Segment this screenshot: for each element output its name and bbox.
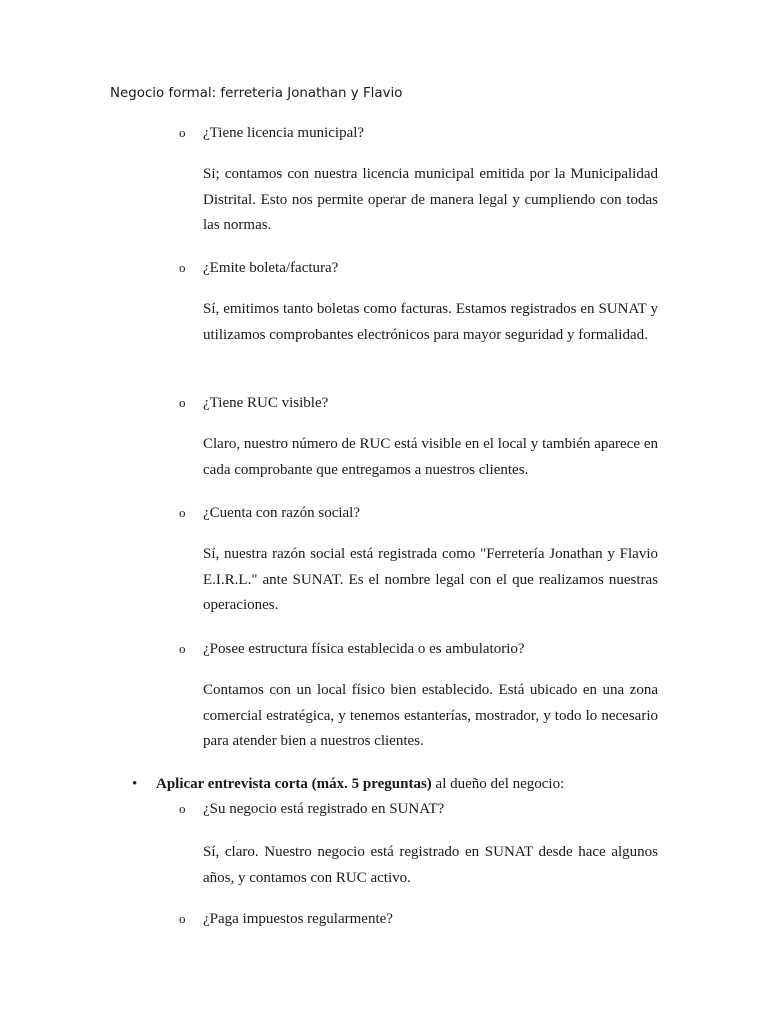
sub-bullet-marker: o [179, 641, 186, 656]
answer-text: Contamos con un local físico bien establecido. Está ubicado en una zona comercial estratégica, y tenemos estanterías, mostrador, y todo lo necesario para atender bien a nuestros clientes. [203, 682, 658, 749]
sub-bullet-marker: o [179, 801, 186, 816]
question-item [179, 123, 365, 143]
question-text: ¿Tiene licencia municipal? [203, 125, 365, 141]
question-text: ¿Tiene RUC visible? [203, 395, 329, 411]
sub-bullet-marker: o [179, 260, 186, 275]
question-text: ¿Paga impuestos regularmente? [203, 911, 393, 927]
question-text: ¿Posee estructura física establecida o es ambulatorio? [203, 641, 525, 657]
answer-text: Sí, emitimos tanto boletas como facturas. Estamos registrados en SUNAT y utilizamos comprobantes electrónicos para mayor seguridad y formalidad. [203, 301, 658, 343]
bullet-marker: • [132, 776, 138, 792]
answer-text: Claro, nuestro número de RUC está visible en el local y también aparece en cada comprobante que entregamos a nuestros clientes. [203, 436, 658, 478]
sub-bullet-marker: o [179, 125, 186, 140]
question-text: ¿Cuenta con razón social? [203, 505, 361, 521]
question-item [179, 503, 361, 523]
sub-bullet-marker: o [179, 505, 186, 520]
question-text: ¿Emite boleta/factura? [203, 260, 339, 276]
answer-text: Si; contamos con nuestra licencia municipal emitida por la Municipalidad Distrital. Esto nos permite operar de manera legal y cumpliendo con todas las normas. [203, 166, 658, 233]
interview-bullet [132, 774, 565, 794]
interview-heading-bold: Aplicar entrevista corta (máx. 5 preguntas) [156, 776, 432, 792]
document-title: Negocio formal: ferreteria Jonathan y Flavio [110, 86, 403, 101]
question-item [179, 909, 393, 929]
question-text: ¿Su negocio está registrado en SUNAT? [203, 801, 445, 817]
sub-bullet-marker: o [179, 911, 186, 926]
sub-bullet-marker: o [179, 395, 186, 410]
question-item [179, 799, 445, 819]
answer-text: Sí, nuestra razón social está registrada como "Ferretería Jonathan y Flavio E.I.R.L." ante SUNAT. Es el nombre legal con el que realizamos nuestras operaciones. [203, 546, 658, 613]
answer-text: Sí, claro. Nuestro negocio está registrado en SUNAT desde hace algunos años, y contamos con RUC activo. [203, 844, 658, 886]
interview-heading-rest: al dueño del negocio: [431, 776, 565, 792]
question-item [179, 393, 329, 413]
question-item [179, 258, 339, 278]
question-item [179, 639, 525, 659]
